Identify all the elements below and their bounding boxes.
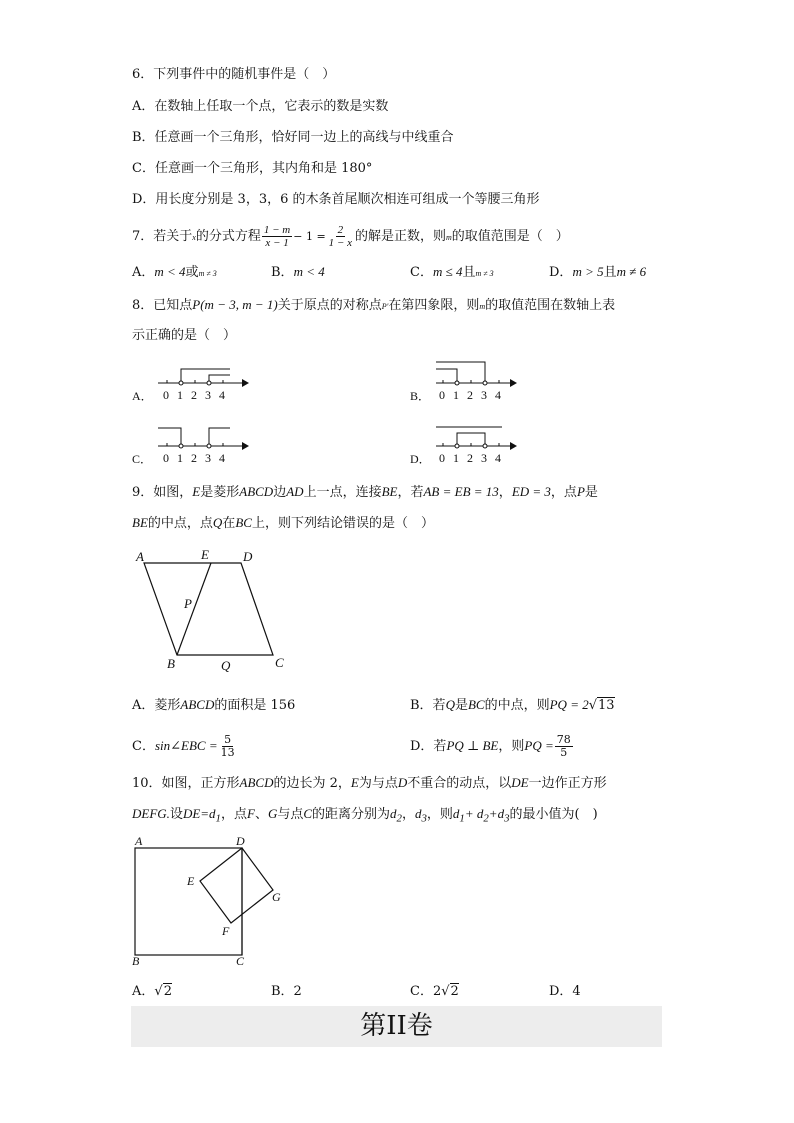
q9-label-p: P — [184, 596, 192, 611]
q8-label-c: C． — [132, 452, 153, 466]
q8-label-d: D． — [410, 452, 431, 466]
svg-text:2: 2 — [191, 388, 197, 402]
svg-text:1: 1 — [177, 451, 183, 465]
q9-label-e: E — [201, 547, 209, 562]
q9-label-q: Q — [221, 658, 231, 673]
q10-label-f: F — [222, 924, 230, 938]
q8-stem-line2: 示正确的是（ ） — [132, 328, 237, 343]
svg-text:2: 2 — [467, 451, 473, 465]
q9-option-b: B．若Q是BC的中点，则PQ = 2√13 — [410, 697, 615, 713]
svg-text:3: 3 — [205, 388, 211, 402]
svg-text:0: 0 — [163, 451, 169, 465]
q6-option-a: A．在数轴上任取一个点，它表示的数是实数 — [132, 99, 389, 114]
q8-stem-line1: 8．已知点P(m − 3, m − 1)关于原点的对称点P′在第四象限，则m的取值范围在数轴上表 — [132, 297, 616, 313]
q6-option-c: C．任意画一个三角形，其内角和是 180° — [132, 161, 373, 176]
q7-stem: 7．若关于x的分式方程 $\frac{1 - m}{x - 1}$ − 1 = $\frac{2}{1 - x}$ 的解是正数，则m的取值范围是（ ） — [132, 224, 569, 249]
svg-text:4: 4 — [495, 451, 501, 465]
svg-text:1: 1 — [177, 388, 183, 402]
svg-text:2: 2 — [467, 388, 473, 402]
q10-label-e: E — [187, 874, 195, 888]
q6-stem: 6．下列事件中的随机事件是（ ） — [132, 67, 336, 82]
q7-option-b: B．m < 4 — [271, 264, 325, 280]
svg-text:1: 1 — [453, 451, 459, 465]
svg-text:3: 3 — [481, 388, 487, 402]
q10-label-d: D — [236, 834, 245, 848]
svg-text:4: 4 — [219, 388, 225, 402]
q10-stem-line2: DEFG.设$DE=d_1$，点F、G与点C的距离分别为$d_2$，$d_3$，则$d_1+ d_2+d_3$的最小值为( ) — [132, 806, 598, 825]
svg-text:1: 1 — [453, 388, 459, 402]
q10-stem-line1: 10．如图，正方形ABCD的边长为 2，E为与点D不重合的动点，以DE一边作正方形 — [132, 775, 607, 791]
q8-label-a: A． — [132, 389, 153, 403]
svg-text:4: 4 — [219, 451, 225, 465]
svg-text:3: 3 — [481, 451, 487, 465]
q7-fraction-1: $\frac{1 - m}{x - 1}$ — [263, 224, 291, 249]
q9-option-c: C．sin∠EBC = $\frac{5}{13}$ — [132, 733, 235, 759]
q9-c-fraction: $\frac{5}{13}$ — [220, 733, 235, 759]
q6-option-b: B．任意画一个三角形，恰好同一边上的高线与中线重合 — [132, 130, 454, 145]
q10-option-a: A．√2 — [132, 984, 172, 999]
svg-text:3: 3 — [205, 451, 211, 465]
q10-square-figure — [128, 832, 298, 972]
q10-option-b: B．2 — [271, 984, 302, 999]
q9-option-d: D．若PQ ⊥ BE，则PQ = $\frac{78}{5}$ — [410, 733, 571, 759]
q9-rhombus-figure — [130, 545, 300, 675]
svg-text:4: 4 — [495, 388, 501, 402]
q9-stem-line1: 9．如图，E是菱形ABCD边AD上一点，连接BE，若AB = EB = 13，ED = 3，点P是 — [132, 484, 598, 500]
svg-text:0: 0 — [163, 388, 169, 402]
q10-option-c: C．2√2 — [410, 984, 459, 999]
q10-option-d: D．4 — [549, 984, 581, 999]
q10-label-c: C — [236, 954, 245, 968]
q7-fraction-2: $\frac{2}{1 - x}$ — [328, 224, 352, 249]
q8-number-line-figures — [130, 355, 530, 470]
q10-label-g: G — [272, 890, 281, 904]
q9-label-a: A — [136, 549, 144, 564]
q9-stem-line2: BE的中点，点Q在BC上，则下列结论错误的是（ ） — [132, 515, 434, 531]
q10-label-a: A — [135, 834, 143, 848]
q6-option-d: D．用长度分别是 3，3，6 的木条首尾顺次相连可组成一个等腰三角形 — [132, 192, 540, 207]
q7-option-d: D．m > 5且m ≠ 6 — [549, 264, 647, 280]
q7-option-a: A．m < 4或m ≠ 3 — [132, 264, 217, 280]
q9-label-c: C — [275, 655, 284, 670]
q10-label-b: B — [132, 954, 140, 968]
section-title: 第II卷 — [131, 1006, 662, 1047]
q9-label-b: B — [167, 656, 175, 671]
q9-d-fraction: $\frac{78}{5}$ — [556, 733, 571, 759]
svg-text:2: 2 — [191, 451, 197, 465]
q9-label-d: D — [243, 549, 253, 564]
svg-text:0: 0 — [439, 451, 445, 465]
q7-option-c: C．m ≤ 4且m ≠ 3 — [410, 264, 494, 280]
q9-option-a: A．菱形ABCD的面积是 156 — [132, 697, 296, 713]
q8-label-b: B． — [410, 389, 431, 403]
svg-text:0: 0 — [439, 388, 445, 402]
